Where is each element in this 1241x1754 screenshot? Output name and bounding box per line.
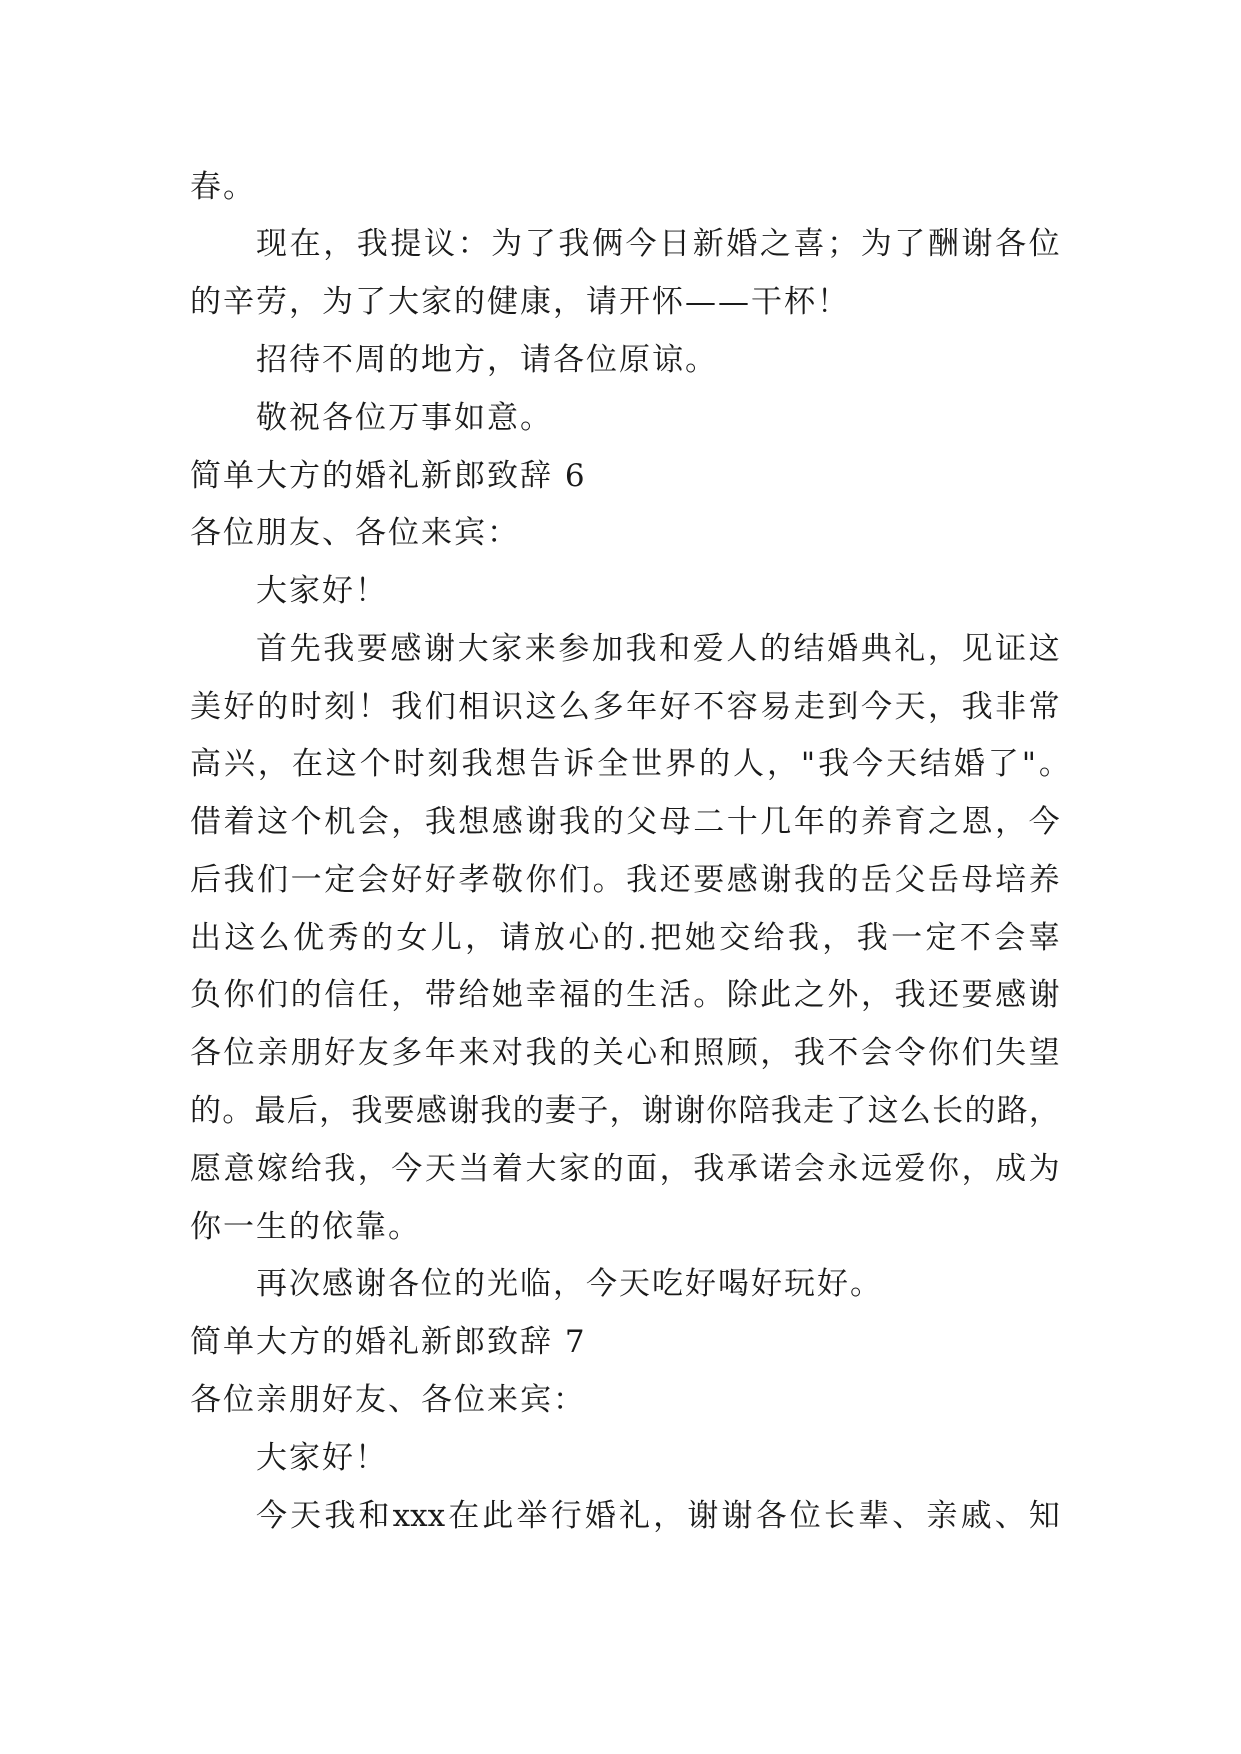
text-line: 的辛劳，为了大家的健康，请开怀——干杯！ xyxy=(190,284,850,320)
text-line: 美 好 的 时 刻 ！ 我 们 相 识 这 么 多 年 好 不 容 易 走 到 今 天 ， 我 非 常 xyxy=(190,689,1060,725)
text-line: 出 这 么 优 秀 的 女 儿 ， 请 放 心 的 . 把 她 交 给 我 ， 我 一 定 不 会 辜 xyxy=(190,920,1060,956)
text-line: 你一生的依靠。 xyxy=(190,1209,421,1245)
section-heading: 简单大方的婚礼新郎致辞 6 xyxy=(190,458,587,494)
salutation: 各位亲朋好友、各位来宾： xyxy=(190,1382,586,1418)
section-heading: 简单大方的婚礼新郎致辞 7 xyxy=(190,1324,587,1360)
paragraph-line: 招待不周的地方，请各位原谅。 xyxy=(256,342,718,378)
text-line: 借 着 这 个 机 会 ， 我 想 感 谢 我 的 父 母 二 十 几 年 的 养 育 之 恩 ， 今 xyxy=(190,804,1060,840)
text-line: 后 我 们 一 定 会 好 好 孝 敬 你 们 。 我 还 要 感 谢 我 的 岳 父 岳 母 培 养 xyxy=(190,862,1060,898)
text-line: 各 位 亲 朋 好 友 多 年 来 对 我 的 关 心 和 照 顾 ， 我 不 会 令 你 们 失 望 xyxy=(190,1035,1060,1071)
paragraph-line: 敬祝各位万事如意。 xyxy=(256,400,553,436)
paragraph-line: 现 在 ， 我 提 议 ： 为 了 我 俩 今 日 新 婚 之 喜 ； 为 了 酬 谢 各 位 xyxy=(256,226,1060,262)
paragraph-line: 今 天 我 和 xxx 在 此 举 行 婚 礼 ， 谢 谢 各 位 长 辈 、 亲 戚 、 知 xyxy=(256,1498,1060,1534)
text-line: 的 。 最 后 ， 我 要 感 谢 我 的 妻 子 ， 谢 谢 你 陪 我 走 了 这 么 长 的 路 ， xyxy=(190,1093,1060,1129)
greeting: 大家好！ xyxy=(256,573,388,609)
greeting: 大家好！ xyxy=(256,1440,388,1476)
paragraph-line: 再次感谢各位的光临，今天吃好喝好玩好。 xyxy=(256,1266,883,1302)
salutation: 各位朋友、各位来宾： xyxy=(190,515,520,551)
text-line: 高 兴 ， 在 这 个 时 刻 我 想 告 诉 全 世 界 的 人 ， " 我 今 天 结 婚 了 " 。 xyxy=(190,746,1070,782)
paragraph-line: 首 先 我 要 感 谢 大 家 来 参 加 我 和 爱 人 的 结 婚 典 礼 ， 见 证 这 xyxy=(256,631,1060,667)
text-line: 愿 意 嫁 给 我 ， 今 天 当 着 大 家 的 面 ， 我 承 诺 会 永 远 爱 你 ， 成 为 xyxy=(190,1151,1060,1187)
text-line: 春。 xyxy=(190,169,256,205)
text-line: 负 你 们 的 信 任 ， 带 给 她 幸 福 的 生 活 。 除 此 之 外 ， 我 还 要 感 谢 xyxy=(190,977,1060,1013)
